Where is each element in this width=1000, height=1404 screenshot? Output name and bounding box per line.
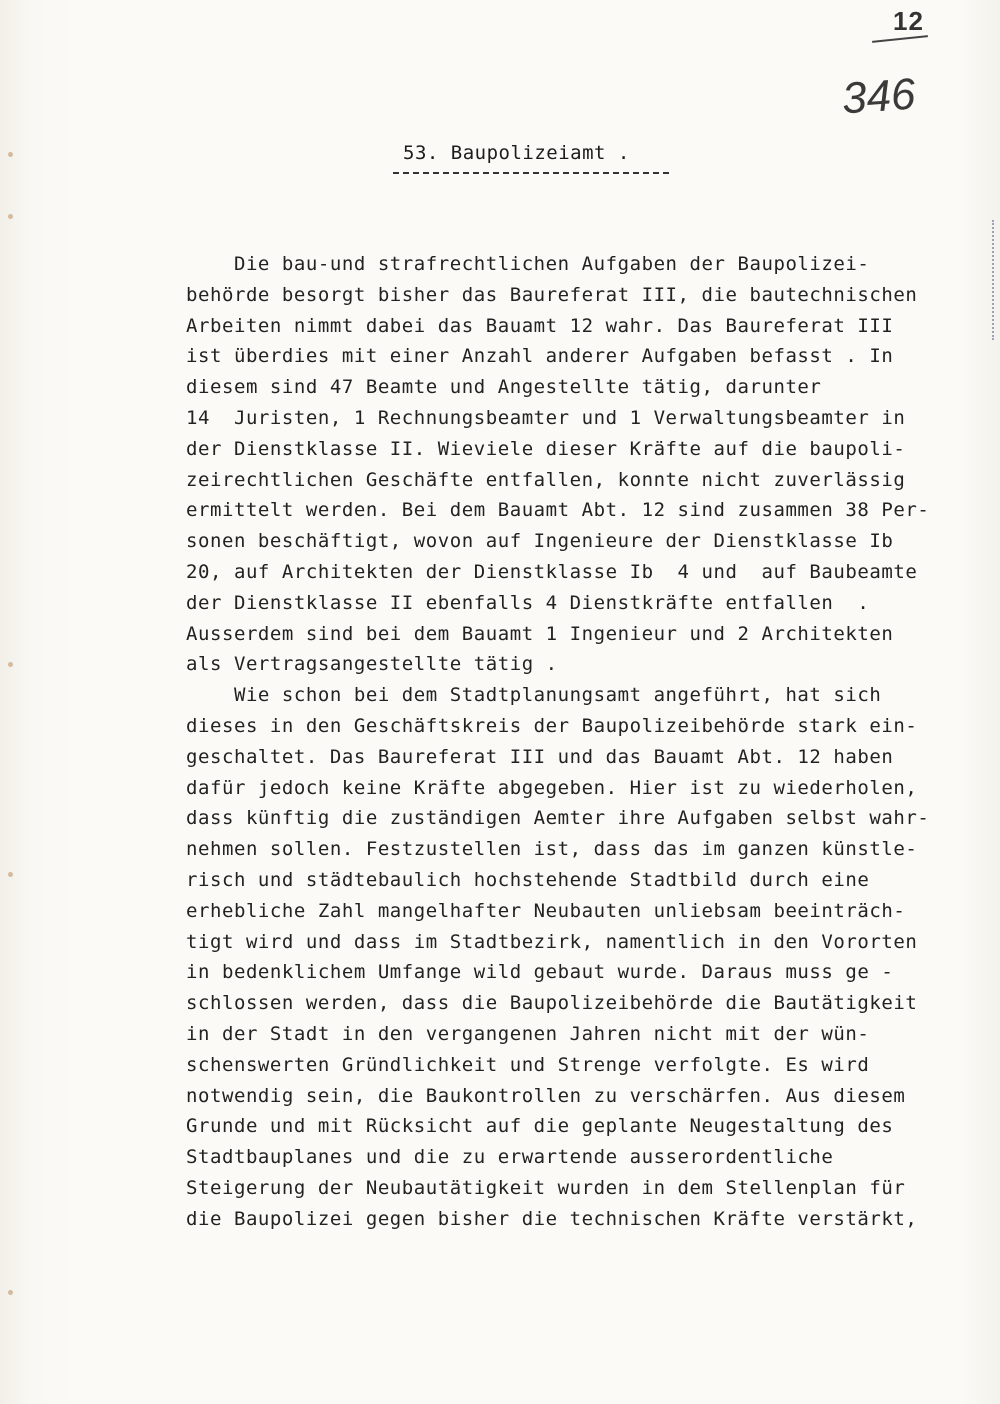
punch-mark: [8, 214, 13, 219]
text-line: der Dienstklasse II ebenfalls 4 Dienstkräfte entfallen .: [186, 591, 870, 614]
text-line: erhebliche Zahl mangelhafter Neubauten unliebsam beeinträch-: [186, 899, 906, 922]
text-line: nehmen sollen. Festzustellen ist, dass das im ganzen künstle-: [186, 838, 918, 861]
text-line: Ausserdem sind bei dem Bauamt 1 Ingenieur und 2 Architekten: [186, 622, 894, 645]
text-line: Steigerung der Neubautätigkeit wurden in dem Stellenplan für: [186, 1177, 906, 1199]
page-number: 12: [893, 6, 924, 36]
punch-mark: [8, 152, 13, 157]
text-line: Die bau-und strafrechtlichen Aufgaben der Baupolizei-: [186, 253, 870, 275]
text-line: in bedenklichem Umfange wild gebaut wurde. Daraus muss ge -: [186, 961, 894, 984]
text-line: notwendig sein, die Baukontrollen zu verschärfen. Aus diesem: [186, 1084, 906, 1107]
text-line: geschaltet. Das Baureferat III und das Bauamt Abt. 12 haben: [186, 745, 894, 768]
punch-mark: [8, 662, 13, 667]
punch-mark: [8, 872, 13, 877]
text-line: dieses in den Geschäftskreis der Baupolizeibehörde stark ein-: [186, 715, 918, 737]
text-line: diesem sind 47 Beamte und Angestellte tätig, darunter: [186, 376, 822, 399]
punch-mark: [8, 1290, 13, 1295]
text-line: als Vertragsangestellte tätig .: [186, 653, 558, 676]
text-line: ermittelt werden. Bei dem Bauamt Abt. 12 sind zusammen 38 Per-: [186, 499, 930, 522]
folio-number: 346: [840, 69, 918, 124]
text-line: 20, auf Architekten der Dienstklasse Ib 4 und auf Baubeamte: [186, 561, 918, 583]
text-line: Arbeiten nimmt dabei das Bauamt 12 wahr. Das Baureferat III: [186, 314, 894, 337]
text-line: behörde besorgt bisher das Baureferat III, die bautechnischen: [186, 283, 918, 306]
margin-marks: [986, 220, 994, 340]
text-line: in der Stadt in den vergangenen Jahren nicht mit der wün-: [186, 1023, 870, 1045]
text-line: schlossen werden, dass die Baupolizeibehörde die Bautätigkeit: [186, 992, 918, 1015]
text-line: ist überdies mit einer Anzahl anderer Aufgaben befasst . In: [186, 345, 894, 368]
text-line: 14 Juristen, 1 Rechnungsbeamter und 1 Verwaltungsbeamter in: [186, 407, 906, 429]
text-line: risch und städtebaulich hochstehende Stadtbild durch eine: [186, 869, 870, 891]
text-line: der Dienstklasse II. Wieviele dieser Kräfte auf die baupoli-: [186, 437, 906, 460]
text-line: die Baupolizei gegen bisher die technischen Kräfte verstärkt,: [186, 1207, 918, 1230]
text-line: dass künftig die zuständigen Aemter ihre Aufgaben selbst wahr-: [186, 807, 930, 830]
text-line: schenswerten Gründlichkeit und Strenge verfolgte. Es wird: [186, 1053, 870, 1076]
text-line: sonen beschäftigt, wovon auf Ingenieure der Dienstklasse Ib: [186, 530, 894, 553]
text-line: tigt wird und dass im Stadtbezirk, namentlich in den Vororten: [186, 930, 918, 953]
text-line: Stadtbauplanes und die zu erwartende ausserordentliche: [186, 1146, 834, 1169]
text-line: Grunde und mit Rücksicht auf die geplante Neugestaltung des: [186, 1115, 894, 1138]
text-line: zeirechtlichen Geschäfte entfallen, konnte nicht zuverlässig: [186, 468, 906, 491]
text-line: dafür jedoch keine Kräfte abgegeben. Hier ist zu wiederholen,: [186, 776, 918, 799]
text-line: Wie schon bei dem Stadtplanungsamt angeführt, hat sich: [186, 684, 882, 707]
section-heading: 53. Baupolizeiamt .: [403, 142, 630, 164]
heading-underline: [393, 172, 669, 174]
